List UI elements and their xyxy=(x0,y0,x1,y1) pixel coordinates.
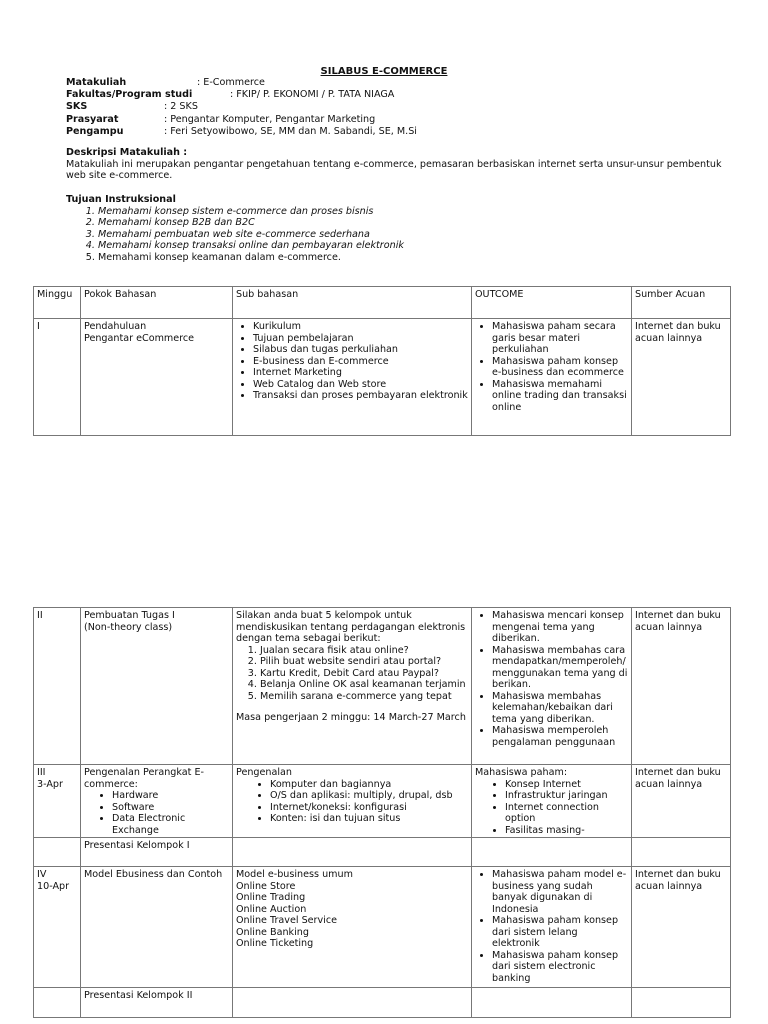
cell-pokok xyxy=(81,608,233,765)
pokok-line: (Non-theory class) xyxy=(84,621,173,633)
minggu-line: 3-Apr xyxy=(37,778,63,790)
sub-line: Online Trading xyxy=(236,892,306,903)
header-sumber: Sumber Acuan xyxy=(632,287,731,319)
list-item: • Mahasiswa paham konsep dari sistem electronic banking xyxy=(492,950,628,985)
table-row xyxy=(34,608,731,765)
outcome-list xyxy=(475,779,628,836)
list-item: • Mahasiswa paham konsep e-business dan ecommerce xyxy=(492,356,628,379)
sub-note: Masa pengerjaan 2 minggu: 14 March-27 March xyxy=(236,712,466,723)
cell-minggu: I xyxy=(34,319,81,436)
cell-outcome xyxy=(472,765,632,838)
meta-row-matakuliah xyxy=(66,77,746,89)
list-item: • O/S dan aplikasi: multiply, drupal, dsb xyxy=(270,790,468,802)
pokok-clip xyxy=(84,767,229,835)
cell-outcome xyxy=(472,988,632,1018)
minggu-line: IV xyxy=(37,869,47,880)
list-item: • Konten: isi dan tujuan situs xyxy=(270,813,468,825)
pokok-list xyxy=(84,790,229,835)
silabus-table-bottom xyxy=(33,607,731,1018)
outcome-list xyxy=(475,869,628,984)
list-item: • Transaksi dan proses pembayaran elektronik xyxy=(253,390,468,402)
cell-minggu xyxy=(34,765,81,838)
list-item: 5. Memilih sarana e-commerce yang tepat xyxy=(260,691,468,703)
cell-sub xyxy=(233,319,472,436)
cell-outcome xyxy=(472,608,632,765)
cell-pokok: Presentasi Kelompok I xyxy=(81,838,233,867)
meta-row-pengampu xyxy=(66,126,746,138)
cell-minggu xyxy=(34,867,81,988)
list-item: • Data Electronic Exchange xyxy=(112,813,229,835)
list-item: • Internet/koneksi: konfigurasi xyxy=(270,802,468,814)
meta-value: : FKIP/ P. EKONOMI / P. TATA NIAGA xyxy=(230,89,395,101)
meta-value: : Pengantar Komputer, Pengantar Marketing xyxy=(164,113,376,125)
deskripsi-section xyxy=(66,147,736,182)
list-item: 4. Belanja Online OK asal keamanan terjamin xyxy=(260,679,468,691)
cell-pokok: Presentasi Kelompok II xyxy=(81,988,233,1018)
list-item: • Mahasiswa membahas cara mendapatkan/memperoleh/menggunakan tema yang diberikan. xyxy=(492,645,628,691)
list-item: • Mahasiswa mencari konsep mengenai tema yang diberikan. xyxy=(492,610,628,645)
sub-list xyxy=(236,779,468,825)
sub-list xyxy=(236,321,468,402)
sub-line: Online Banking xyxy=(236,926,309,938)
outcome-heading: Mahasiswa paham: xyxy=(475,767,568,778)
list-item: • Internet Marketing xyxy=(253,367,468,379)
cell-pokok: Model Ebusiness dan Contoh xyxy=(81,867,233,988)
pokok-line: Pengenalan Perangkat E-commerce: xyxy=(84,767,204,790)
pokok-line: Pembuatan Tugas I xyxy=(84,610,175,621)
sub-line: Online Auction xyxy=(236,903,307,915)
table-row xyxy=(34,838,731,867)
list-item: • Silabus dan tugas perkuliahan xyxy=(253,344,468,356)
list-item: • Web Catalog dan Web store xyxy=(253,379,468,391)
deskripsi-heading: Deskripsi Matakuliah : xyxy=(66,147,188,158)
list-item: • Hardware xyxy=(112,790,229,802)
cell-minggu xyxy=(34,988,81,1018)
header-pokok: Pokok Bahasan xyxy=(81,287,233,319)
cell-sub xyxy=(233,608,472,765)
list-item: 2. Pilih buat website sendiri atau portal? xyxy=(260,656,468,668)
list-item: • Mahasiswa paham konsep dari sistem lelang elektronik xyxy=(492,915,628,950)
sub-line: Model e-business umum xyxy=(236,869,353,880)
meta-row-prasyarat xyxy=(66,114,746,126)
cell-sumber xyxy=(632,988,731,1018)
list-item: • E-business dan E-commerce xyxy=(253,356,468,368)
tujuan-item: 2. Memahami konsep B2B dan B2C xyxy=(98,217,736,229)
outcome-clip xyxy=(475,610,628,762)
cell-sumber: Internet dan buku acuan lainnya xyxy=(632,867,731,988)
meta-label: Prasyarat xyxy=(66,113,119,125)
list-item: • Kurikulum xyxy=(253,321,468,333)
cell-sub xyxy=(233,988,472,1018)
sub-heading: Pengenalan xyxy=(236,767,293,778)
sub-line: Online Travel Service xyxy=(236,915,338,926)
pokok-line: Pengantar eCommerce xyxy=(84,332,195,344)
tujuan-list xyxy=(66,206,736,264)
minggu-line: III xyxy=(37,767,46,778)
meta-row-fakultas xyxy=(66,89,746,101)
cell-sumber: Internet dan buku acuan lainnya xyxy=(632,319,731,436)
outcome-list xyxy=(475,321,628,413)
sub-line: Online Ticketing xyxy=(236,938,314,949)
meta-label: SKS xyxy=(66,101,88,113)
list-item: • Konsep Internet xyxy=(505,779,628,791)
cell-pokok xyxy=(81,765,233,838)
cell-outcome xyxy=(472,838,632,867)
deskripsi-text: Matakuliah ini merupakan pengantar pengetahuan tentang e-commerce, pemasaran berbasiskan internet serta unsur-unsur pembentuk web site e-commerce. xyxy=(66,158,722,181)
outcome-clip xyxy=(475,767,628,835)
tujuan-heading: Tujuan Instruksional xyxy=(66,194,176,205)
sub-line: Online Store xyxy=(236,880,296,892)
pokok-line: Pendahuluan xyxy=(84,321,147,332)
tujuan-section xyxy=(66,194,736,263)
meta-value: : E-Commerce xyxy=(197,77,265,88)
list-item: • Tujuan pembelajaran xyxy=(253,333,468,345)
meta-row-sks xyxy=(66,101,746,113)
table-row xyxy=(34,319,731,436)
header-minggu: Minggu xyxy=(34,287,81,319)
header-outcome: OUTCOME xyxy=(472,287,632,319)
meta-label: Pengampu xyxy=(66,125,124,137)
table-row xyxy=(34,867,731,988)
tujuan-item: 3. Memahami pembuatan web site e-commerce sederhana xyxy=(98,229,736,241)
cell-minggu: II xyxy=(34,608,81,765)
list-item: • Mahasiswa memperoleh pengalaman penggunaan xyxy=(492,725,628,748)
cell-sub xyxy=(233,838,472,867)
meta-value: : Feri Setyowibowo, SE, MM dan M. Sabandi, SE, M.Si xyxy=(164,125,417,137)
list-item: • Mahasiswa membahas kelemahan/kebaikan dari tema yang diberikan. xyxy=(492,691,628,726)
document-title: SILABUS E-COMMERCE xyxy=(320,66,448,77)
list-item: • Infrastruktur jaringan xyxy=(505,790,628,802)
header-sub: Sub bahasan xyxy=(233,287,472,319)
meta-label: Matakuliah xyxy=(66,77,127,88)
cell-outcome xyxy=(472,867,632,988)
meta-value: : 2 SKS xyxy=(164,101,198,113)
sub-numbered-list xyxy=(236,645,468,703)
sub-intro: Silakan anda buat 5 kelompok untuk mendiskusikan tentang perdagangan elektronis dengan tema sebagai berikut: xyxy=(236,610,466,644)
list-item: • Fasilitas masing- xyxy=(505,825,628,836)
list-item: • Internet connection option xyxy=(505,802,628,825)
outcome-list xyxy=(475,610,628,748)
outcome-clip xyxy=(475,869,628,985)
list-item: 3. Kartu Kredit, Debit Card atau Paypal? xyxy=(260,668,468,680)
course-meta xyxy=(66,77,746,138)
table-header-row xyxy=(34,287,731,319)
cell-sumber xyxy=(632,838,731,867)
cell-sub xyxy=(233,867,472,988)
list-item: • Komputer dan bagiannya xyxy=(270,779,468,791)
cell-sumber: Internet dan buku acuan lainnya xyxy=(632,608,731,765)
silabus-table-top xyxy=(33,286,731,436)
list-item: • Software xyxy=(112,802,229,814)
list-item: 1. Jualan secara fisik atau online? xyxy=(260,645,468,657)
cell-pokok xyxy=(81,319,233,436)
tujuan-item: 4. Memahami konsep transaksi online dan pembayaran elektronik xyxy=(98,240,736,252)
list-item: • Mahasiswa paham model e-business yang sudah banyak digunakan di Indonesia xyxy=(492,869,628,915)
minggu-line: 10-Apr xyxy=(37,880,70,892)
cell-sumber: Internet dan buku acuan lainnya xyxy=(632,765,731,838)
list-item: • Mahasiswa paham secara garis besar materi perkuliahan xyxy=(492,321,628,356)
cell-minggu xyxy=(34,838,81,867)
cell-outcome xyxy=(472,319,632,436)
cell-sub xyxy=(233,765,472,838)
table-row xyxy=(34,988,731,1018)
list-item: • Mahasiswa memahami online trading dan transaksi online xyxy=(492,379,628,414)
table-row xyxy=(34,765,731,838)
tujuan-item: 1. Memahami konsep sistem e-commerce dan proses bisnis xyxy=(98,206,736,218)
tujuan-item: 5. Memahami konsep keamanan dalam e-commerce. xyxy=(98,252,736,264)
meta-label: Fakultas/Program studi xyxy=(66,89,193,101)
